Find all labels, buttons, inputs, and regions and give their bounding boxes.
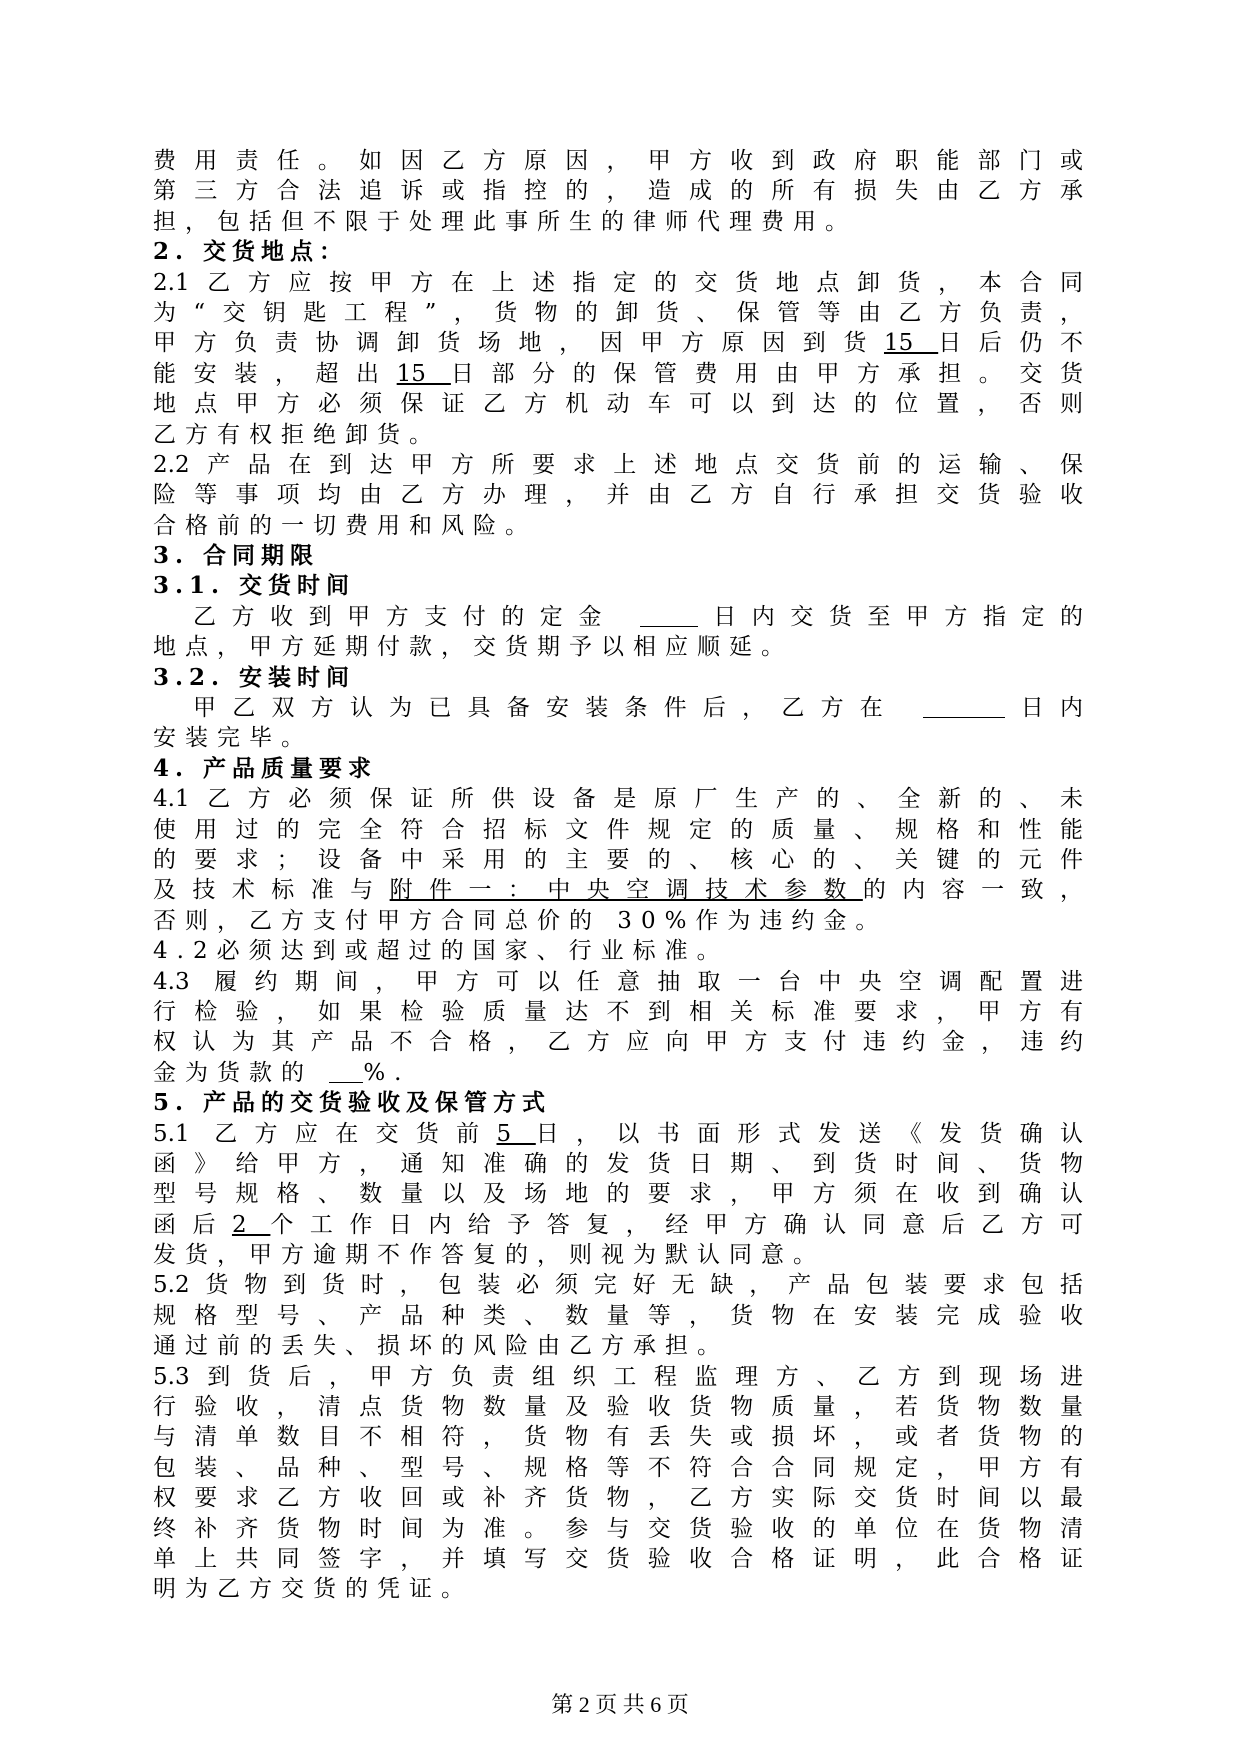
text-line: 地点，甲方延期付款，交货期予以相应顺延。 [153, 634, 793, 661]
text-line: 明为乙方交货的凭证。 [153, 1576, 473, 1603]
text-line: 甲方负责协调卸货场地，因甲方原因到货15 日后仍不 [153, 330, 1084, 357]
fill-in-blank [923, 695, 1005, 718]
text-line: 能安装，超出15 日部分的保管费用由甲方承担。交货 [153, 360, 1084, 387]
text-line: 甲乙双方认为已具备安装条件后，乙方在 日内 [193, 695, 1084, 722]
subsection-heading: 3.1. 交货时间 [153, 572, 356, 600]
text-line: 规格型号、产品种类、数量等，货物在安装完成验收 [153, 1302, 1083, 1329]
text-line: 使用过的完全符合招标文件规定的质量、规格和性能 [153, 816, 1083, 843]
section-heading: 3. 合同期限 [153, 542, 320, 570]
section-heading: 4. 产品质量要求 [153, 754, 378, 782]
text-line: 4.1乙方必须保证所供设备是原厂生产的、全新的、未 [153, 786, 1083, 813]
text-line: 5.2货物到货时，包装必须完好无缺，产品包装要求包括 [153, 1272, 1083, 1299]
text-line: 安装完毕。 [153, 725, 313, 752]
section-heading: 5. 产品的交货验收及保管方式 [153, 1089, 552, 1117]
text-line: 包装、品种、型号、规格等不符合合同规定，甲方有 [153, 1454, 1083, 1481]
page-number-footer: 第 2 页 共 6 页 [551, 1692, 689, 1717]
text-line: 权要求乙方收回或补齐货物，乙方实际交货时间以最 [153, 1485, 1083, 1512]
fill-in-blank [329, 1060, 363, 1083]
text-line: 5.3到货后，甲方负责组织工程监理方、乙方到现场进 [153, 1363, 1083, 1390]
text-line: 及技术标准与附件一：中央空调技术参数的内容一致， [153, 877, 1084, 904]
text-line: 与清单数目不相符，货物有丢失或损坏，或者货物的 [153, 1424, 1083, 1451]
text-line: 型号规格、数量以及场地的要求，甲方须在收到确认 [153, 1181, 1083, 1208]
text-line: 4.3 履约期间，甲方可以任意抽取一台中央空调配置进 [153, 968, 1083, 995]
text-line: 乙方收到甲方支付的定金 日内交货至甲方指定的 [193, 603, 1083, 630]
underlined-value: 2 [231, 1211, 271, 1238]
text-line: 地点甲方必须保证乙方机动车可以到达的位置，否则 [153, 391, 1083, 418]
fill-in-blank [640, 604, 698, 627]
text-line: 否则，乙方支付甲方合同总价的 30%作为违约金。 [153, 907, 888, 934]
text-line: 乙方有权拒绝卸货。 [153, 421, 441, 448]
text-line: 2.2产品在到达甲方所要求上述地点交货前的运输、保 [153, 451, 1083, 478]
text-line: 单上共同签字，并填写交货验收合格证明，此合格证 [153, 1545, 1083, 1572]
text-line: 行检验，如果检验质量达不到相关标准要求，甲方有 [153, 998, 1083, 1025]
text-line: 通过前的丢失、损坏的风险由乙方承担。 [153, 1333, 729, 1360]
text-line: 费用责任。如因乙方原因，甲方收到政府职能部门或 [153, 148, 1083, 174]
text-line: 行验收，清点货物数量及验收货物质量，若货物数量 [153, 1394, 1083, 1421]
subsection-heading: 3.2. 安装时间 [153, 663, 356, 691]
section-heading: 2. 交货地点： [153, 238, 349, 266]
text-line: 2.1乙方应按甲方在上述指定的交货地点卸货，本合同 [153, 269, 1083, 296]
text-line: 为“交钥匙工程”，货物的卸货、保管等由乙方负责， [153, 299, 1083, 326]
text-line: 函后2 个工作日内给予答复，经甲方确认同意后乙方可 [153, 1211, 1084, 1238]
underlined-value: 15 [396, 360, 451, 387]
text-line: 担，包括但不限于处理此事所生的律师代理费用。 [153, 208, 857, 235]
text-line: 权认为其产品不合格，乙方应向甲方支付违约金，违约 [153, 1029, 1083, 1056]
underlined-value: 15 [883, 330, 939, 357]
text-line: 终补齐货物时间为准。参与交货验收的单位在货物清 [153, 1515, 1083, 1542]
text-line: 第三方合法追诉或指控的，造成的所有损失由乙方承 [153, 178, 1083, 205]
text-line: 金为货款的 %. [153, 1059, 411, 1086]
text-line: 的要求；设备中采用的主要的、核心的、关键的元件 [153, 846, 1083, 873]
text-line: 合格前的一切费用和风险。 [153, 512, 537, 539]
document-page [153, 146, 1083, 1605]
text-line: 发货，甲方逾期不作答复的，则视为默认同意。 [153, 1242, 825, 1269]
underlined-reference: 附件一：中央空调技术参数 [389, 877, 863, 904]
text-line: 4.2必须达到或超过的国家、行业标准。 [153, 938, 729, 965]
text-line: 5.1 乙方应在交货前5 日，以书面形式发送《发货确认 [153, 1120, 1084, 1147]
underlined-value: 5 [496, 1120, 536, 1147]
text-line: 函》给甲方，通知准确的发货日期、到货时间、货物 [153, 1150, 1083, 1177]
text-line: 险等事项均由乙方办理，并由乙方自行承担交货验收 [153, 482, 1083, 509]
